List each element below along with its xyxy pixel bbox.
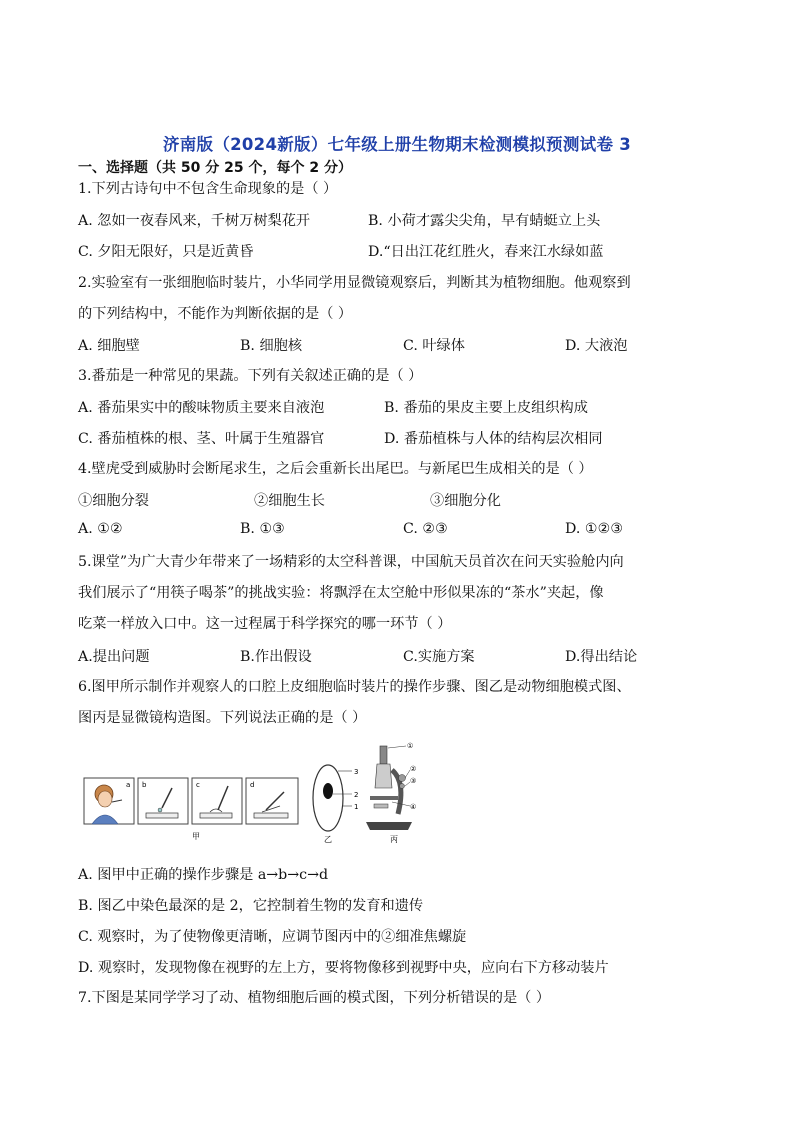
cell-label-3: 3 [354,768,359,776]
q5-option-d: D.得出结论 [565,649,638,665]
q5-option-a: A.提出问题 [78,649,150,665]
q1-stem: 1.下列古诗句中不包含生命现象的是（ ） [78,181,338,197]
q4-item-2: ②细胞生长 [254,493,325,509]
q6-option-d: D. 观察时，发现物像在视野的左上方，要将物像移到视野中央，应向右下方移动装片 [78,960,609,976]
panel-b-label: b [142,781,147,789]
page-title: 济南版（2024新版）七年级上册生物期末检测模拟预测试卷 3 [162,135,632,154]
q5-option-c: C.实施方案 [403,649,475,665]
panel-d-label: d [250,781,255,789]
scope-label-4: ④ [410,803,417,811]
q3-option-b: B. 番茄的果皮主要上皮组织构成 [384,400,588,416]
panel-c-label: c [196,781,200,789]
q5-stem-line3: 吃菜一样放入口中。这一过程属于科学探究的哪一环节（ ） [78,616,452,632]
caption-yi: 乙 [324,835,332,844]
cell-label-1: 1 [354,803,359,811]
q6-figure [80,738,420,848]
section-heading: 一、选择题（共 50 分 25 个，每个 2 分） [78,160,352,176]
q3-stem: 3.番茄是一种常见的果蔬。下列有关叙述正确的是（ ） [78,368,423,384]
panel-b [138,778,188,824]
q6-option-a: A. 图甲中正确的操作步骤是 a→b→c→d [78,867,329,883]
q3-option-d: D. 番茄植株与人体的结构层次相同 [384,431,603,447]
scope-label-2: ② [410,765,417,773]
q2-option-d: D. 大液泡 [565,338,628,354]
panel-d [246,778,298,824]
panel-a-label: a [126,781,131,789]
caption-jia: 甲 [192,832,200,841]
q4-option-b: B. ①③ [240,521,285,537]
q5-stem-line1: 5.课堂”为广大青少年带来了一场精彩的太空科普课，中国航天员首次在问天实验舱内向 [78,554,624,570]
q6-stem-line2: 图丙是显微镜构造图。下列说法正确的是（ ） [78,710,367,726]
q1-option-a: A. 忽如一夜春风来，千树万树梨花开 [78,213,311,229]
microscope-diagram [366,742,416,844]
q3-option-a: A. 番茄果实中的酸味物质主要来自液泡 [78,400,325,416]
q4-item-1: ①细胞分裂 [78,493,149,509]
q5-option-b: B.作出假设 [240,649,312,665]
q6-figure-svg [80,738,420,848]
panel-c [192,778,242,824]
q7-stem: 7.下图是某同学学习了动、植物细胞后画的模式图，下列分析错误的是（ ） [78,990,551,1006]
q3-option-c: C. 番茄植株的根、茎、叶属于生殖器官 [78,431,325,447]
q4-option-c: C. ②③ [403,521,448,537]
q1-option-c: C. 夕阳无限好，只是近黄昏 [78,244,254,260]
q4-item-3: ③细胞分化 [430,493,501,509]
q4-stem: 4.壁虎受到威胁时会断尾求生，之后会重新长出尾巴。与新尾巴生成相关的是（ ） [78,461,593,477]
q2-option-a: A. 细胞壁 [78,338,140,354]
q1-option-d: D.“日出江花红胜火，春来江水绿如蓝 [368,244,604,260]
scope-label-1: ① [407,742,414,750]
q2-option-c: C. 叶绿体 [403,338,465,354]
q2-stem-line2: 的下列结构中，不能作为判断依据的是（ ） [78,306,353,322]
scope-label-3: ③ [410,777,417,785]
panel-a [84,778,134,824]
q5-stem-line2: 我们展示了“用筷子喝茶”的挑战实验：将飘浮在太空舱中形似果冻的“茶水”夹起，像 [78,585,604,601]
q6-option-c: C. 观察时，为了使物像更清晰，应调节图丙中的②细准焦螺旋 [78,929,467,945]
q2-option-b: B. 细胞核 [240,338,303,354]
q6-stem-line1: 6.图甲所示制作并观察人的口腔上皮细胞临时装片的操作步骤、图乙是动物细胞模式图、 [78,679,631,695]
animal-cell-diagram [313,765,358,844]
q4-option-d: D. ①②③ [565,521,624,537]
q6-option-b: B. 图乙中染色最深的是 2，它控制着生物的发育和遗传 [78,898,424,914]
caption-bing: 丙 [390,835,398,844]
cell-label-2: 2 [354,791,359,799]
q4-option-a: A. ①② [78,521,123,537]
q2-stem-line1: 2.实验室有一张细胞临时装片，小华同学用显微镜观察后，判断其为植物细胞。他观察到 [78,275,631,291]
q1-option-b: B. 小荷才露尖尖角，早有蜻蜓立上头 [368,213,601,229]
